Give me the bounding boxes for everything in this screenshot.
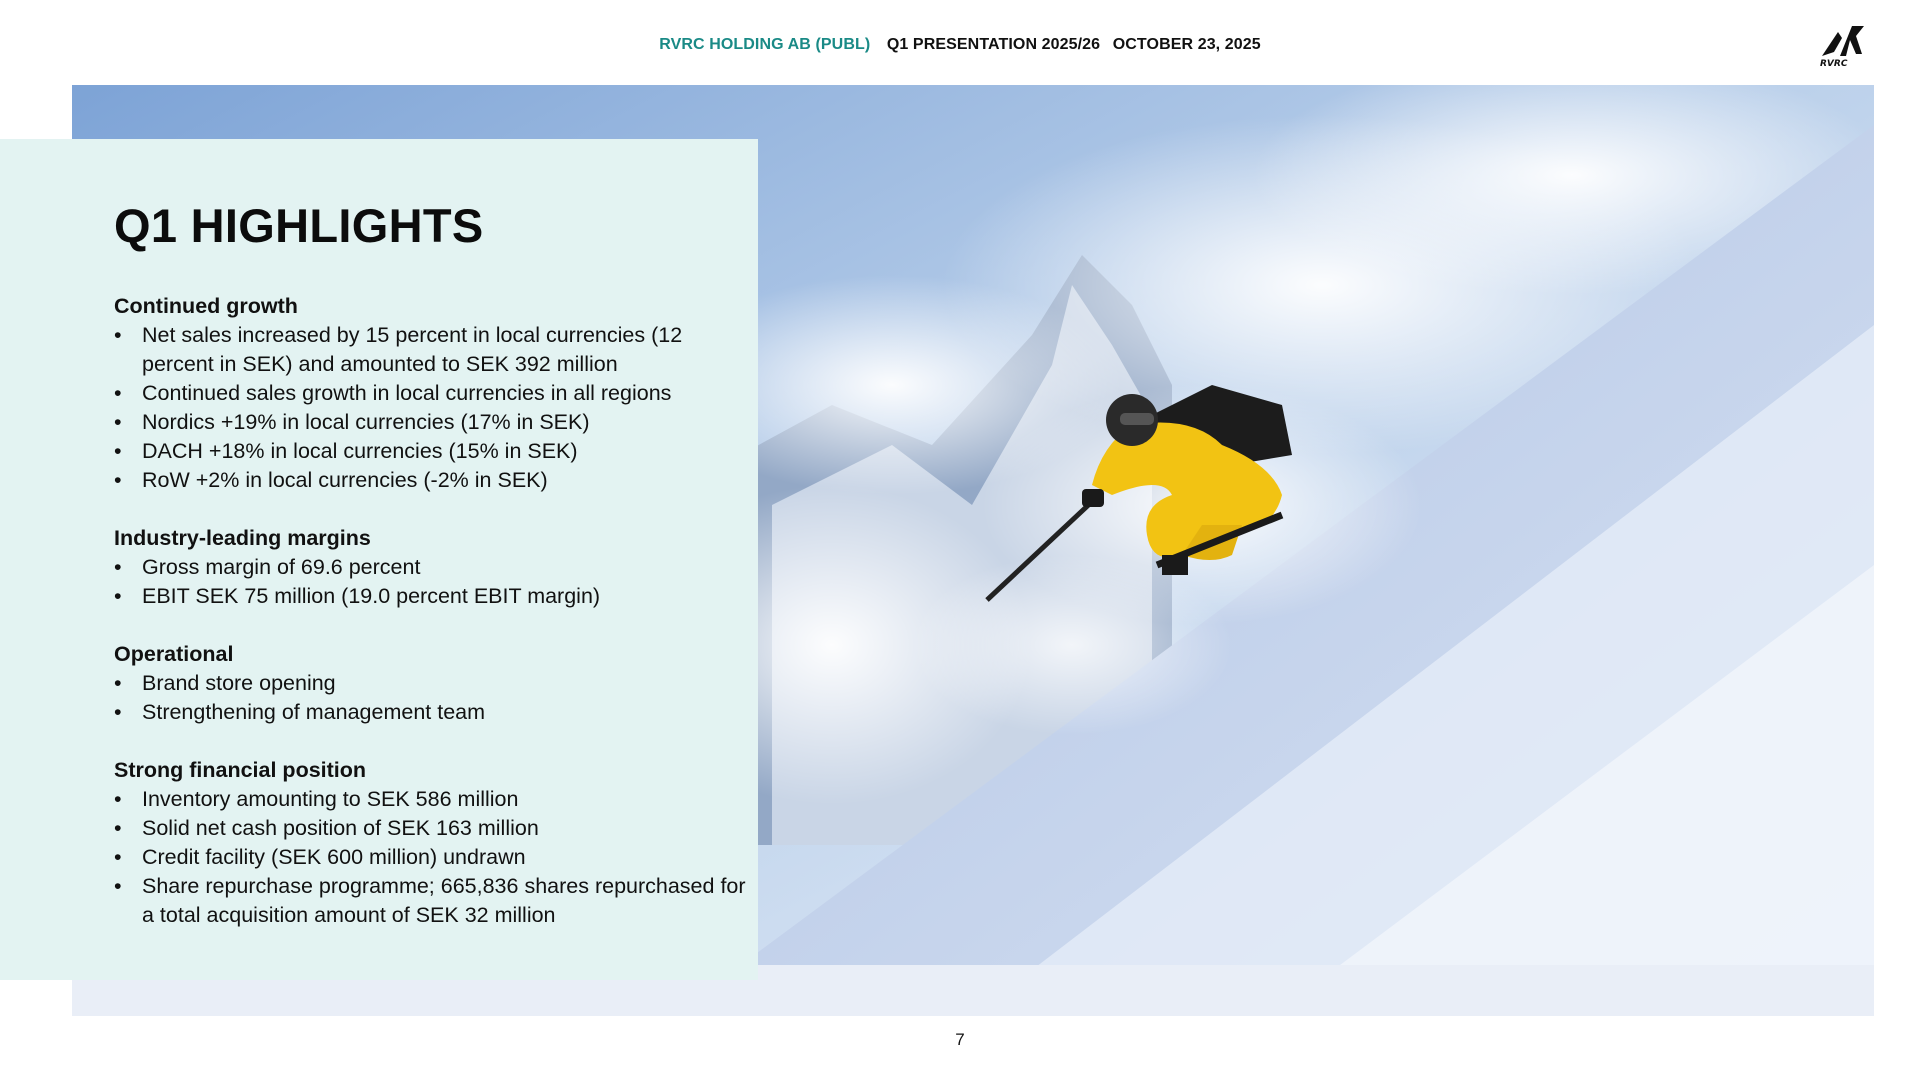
- rvrc-logo-icon: [1812, 18, 1876, 70]
- logo-text: RVRC: [1820, 59, 1848, 69]
- section-operational: [114, 640, 754, 727]
- slide-header: [0, 36, 1920, 54]
- slide-title: Q1 HIGHLIGHTS: [114, 199, 484, 252]
- section-industry-leading-margins: [114, 524, 754, 611]
- presentation-date: OCTOBER 23, 2025: [1112, 36, 1261, 53]
- bullet-item: • Continued sales growth in local currencies in all regions: [114, 379, 754, 408]
- bullet-item: • Gross margin of 69.6 percent: [114, 553, 754, 582]
- bullet-item: • Inventory amounting to SEK 586 million: [114, 785, 754, 814]
- bullet-item: • Credit facility (SEK 600 million) undrawn: [114, 843, 754, 872]
- section-continued-growth: [114, 292, 754, 495]
- section-strong-financial-position: [114, 756, 754, 930]
- bullet-list: [114, 321, 754, 495]
- bullet-item: • RoW +2% in local currencies (-2% in SEK): [114, 466, 754, 495]
- section-heading: Industry-leading margins: [114, 526, 371, 550]
- page-number: 7: [955, 1030, 965, 1049]
- bullet-item: • Brand store opening: [114, 669, 754, 698]
- highlights-content: [114, 292, 754, 959]
- company-name: RVRC HOLDING AB (PUBL): [659, 36, 871, 53]
- section-heading: Continued growth: [114, 294, 298, 318]
- bullet-item: • DACH +18% in local currencies (15% in SEK): [114, 437, 754, 466]
- bullet-list: [114, 669, 754, 727]
- bullet-item: • Strengthening of management team: [114, 698, 754, 727]
- section-heading: Operational: [114, 642, 234, 666]
- bullet-list: [114, 553, 754, 611]
- bullet-list: [114, 785, 754, 930]
- presentation-name: Q1 PRESENTATION 2025/26: [886, 36, 1101, 53]
- bullet-item: • EBIT SEK 75 million (19.0 percent EBIT margin): [114, 582, 754, 611]
- section-heading: Strong financial position: [114, 758, 367, 782]
- bullet-item: • Solid net cash position of SEK 163 million: [114, 814, 754, 843]
- bullet-item: • Net sales increased by 15 percent in local currencies (12 percent in SEK) and amounted to SEK 392 million: [114, 321, 754, 379]
- bullet-item: • Nordics +19% in local currencies (17% in SEK): [114, 408, 754, 437]
- bullet-item: • Share repurchase programme; 665,836 shares repurchased for a total acquisition amount of SEK 32 million: [114, 872, 754, 930]
